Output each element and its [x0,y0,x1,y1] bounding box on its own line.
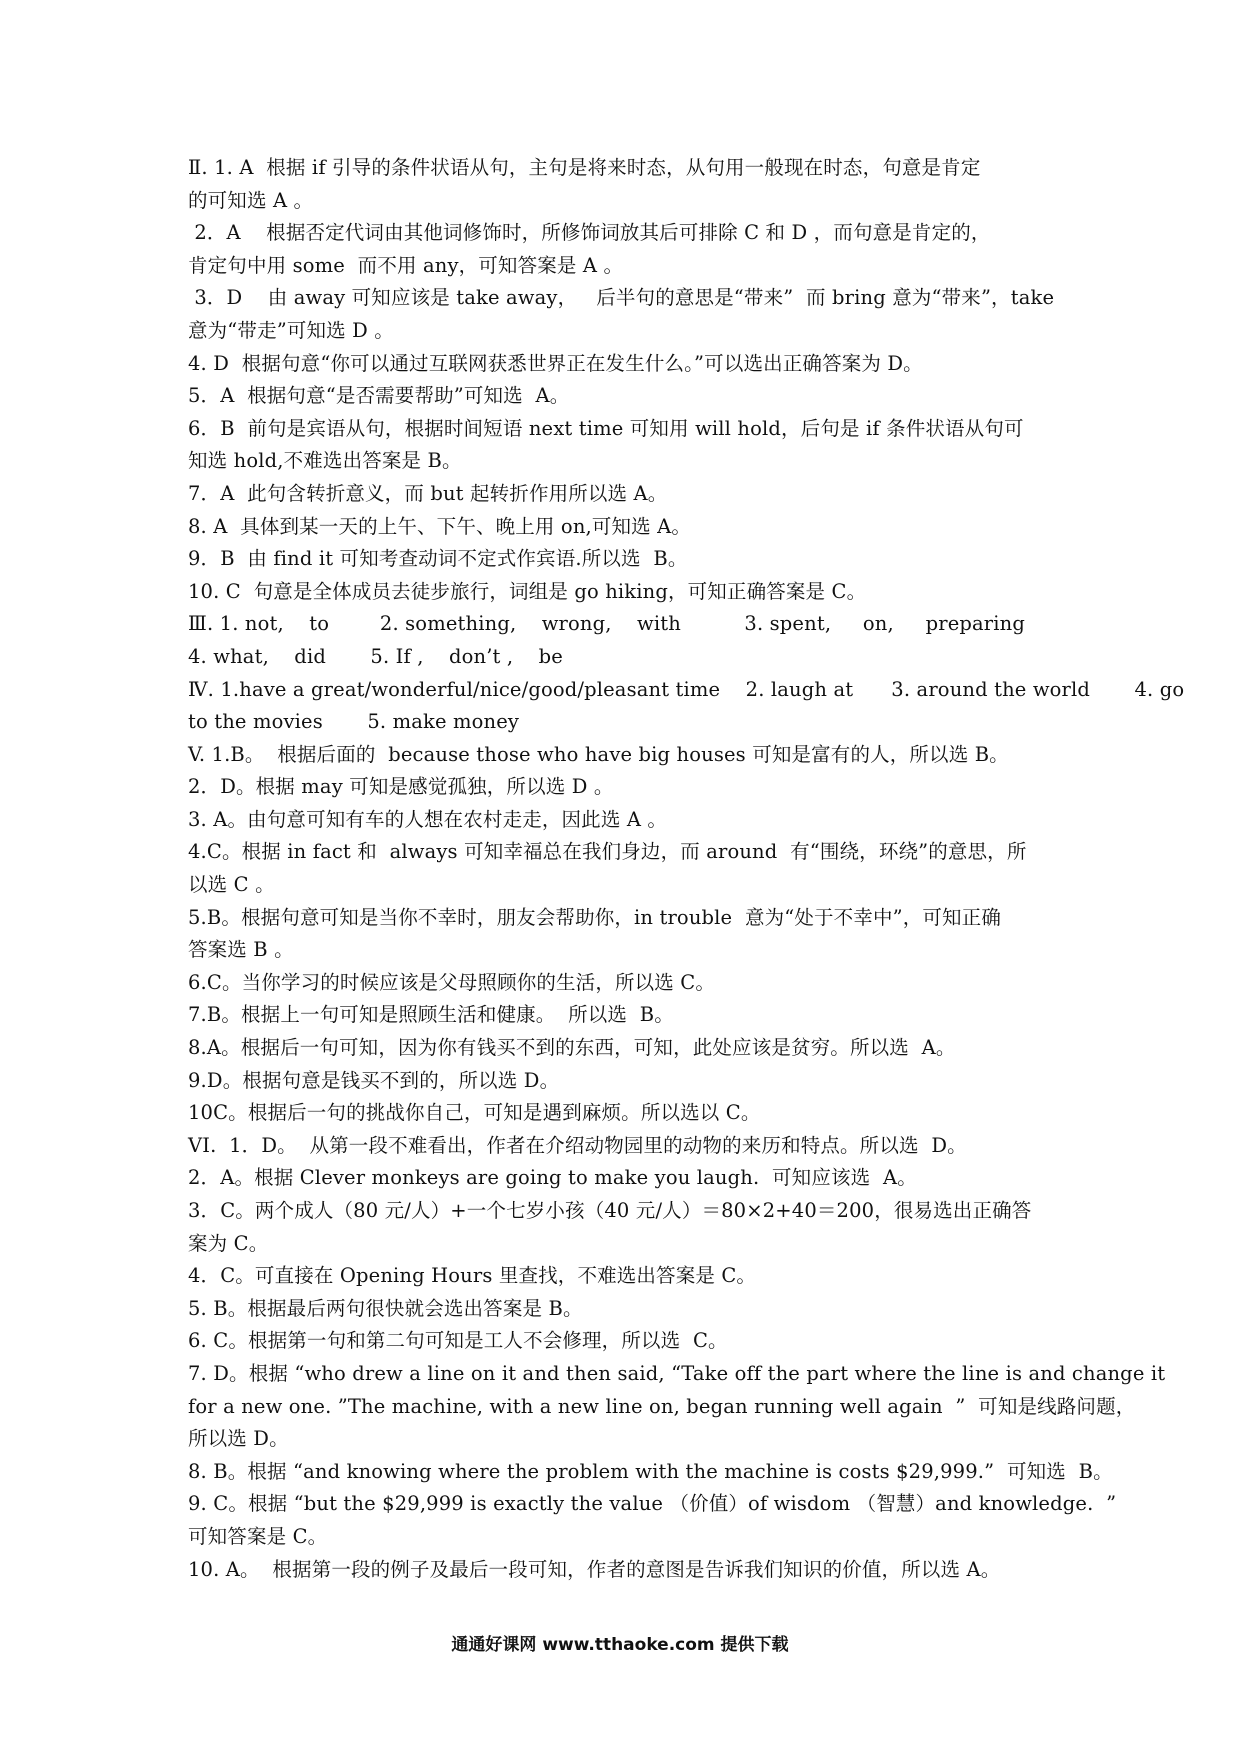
text-line: 4．C。可直接在 Opening Hours 里查找，不难选出答案是 C。 [188,1264,757,1288]
text-line: 2．D。根据 may 可知是感觉孤独，所以选 D 。 [188,775,614,799]
text-line: 2．A 根据否定代词由其他词修饰时，所修饰词放其后可排除 C 和 D ，而句意是肯定的， [188,221,991,245]
text-line: 2．A。根据 Clever monkeys are going to make you laugh. 可知应该选 A。 [188,1166,917,1190]
text-line: 5. B。根据最后两句很快就会选出答案是 B。 [188,1296,583,1320]
text-line: 4.C。根据 in fact 和 always 可知幸福总在我们身边，而 around 有“围绕，环绕”的意思，所 [188,840,1027,864]
text-line: 3．C。两个成人（80 元/人）+一个七岁小孩（40 元/人）＝80×2+40＝200，很易选出正确答 [188,1199,1032,1222]
text-line: 意为“带走”可知选 D 。 [188,318,394,342]
text-line: 肯定句中用 some 而不用 any，可知答案是 A 。 [188,253,624,277]
text-line: 7. D。根据 “who drew a line on it and then said, “Take off the part where the line is and change it [188,1361,1166,1385]
text-line: 9.D。根据句意是钱买不到的，所以选 D。 [188,1068,560,1092]
text-line: 7．A 此句含转折意义，而 but 起转折作用所以选 A。 [188,481,668,505]
text-line: V. 1.B。 根据后面的 because those who have big houses 可知是富有的人，所以选 B。 [188,742,1009,766]
text-line: 9. C。根据 “but the $29,999 is exactly the value （价值）of wisdom （智慧）and knowledge. ” [188,1492,1117,1516]
answer-key-text [188,152,1185,1586]
text-line: 9．B 由 find it 可知考查动词不定式作宾语.所以选 B。 [188,547,688,571]
text-line: 8.A。根据后一句可知，因为你有钱买不到的东西，可知，此处应该是贫穷。所以选 A。 [188,1036,956,1060]
text-line: 7.B。根据上一句可知是照顾生活和健康。 所以选 B。 [188,1003,674,1027]
text-line: 6. C。根据第一句和第二句可知是工人不会修理，所以选 C。 [188,1329,728,1353]
text-line: 的可知选 A 。 [188,188,314,212]
text-line: 5.B。根据句意可知是当你不幸时，朋友会帮助你，in trouble 意为“处于不幸中”，可知正确 [188,905,1001,929]
text-line: 答案选 B 。 [188,938,294,962]
text-line: 3. A。由句意可知有车的人想在农村走走，因此选 A 。 [188,807,668,831]
text-line: 10C。根据后一句的挑战你自己，可知是遇到麻烦。所以选以 C。 [188,1101,761,1125]
text-line: 可知答案是 C。 [188,1524,328,1548]
text-line: 6.C。当你学习的时候应该是父母照顾你的生活，所以选 C。 [188,970,715,994]
text-line: 6．B 前句是宾语从句，根据时间短语 next time 可知用 will hold，后句是 if 条件状语从句可 [188,416,1024,440]
text-line: 10. A。 根据第一段的例子及最后一段可知，作者的意图是告诉我们知识的价值，所以选 A。 [188,1557,1001,1581]
text-line: 8. A 具体到某一天的上午、下午、晚上用 on,可知选 A。 [188,514,692,538]
text-line: 知选 hold,不难选出答案是 B。 [188,449,462,473]
text-line: 4. D 根据句意“你可以通过互联网获悉世界正在发生什么。”可以选出正确答案为 D。 [188,351,923,375]
text-line: Ⅱ. 1. A 根据 if 引导的条件状语从句，主句是将来时态，从句用一般现在时态，句意是肯定 [188,156,981,179]
text-line: for a new one. ”The machine, with a new line on, began running well again ” 可知是线路问题， [188,1394,1136,1418]
page-footer: 通通好课网 www.tthaoke.com 提供下载 [451,1635,789,1655]
text-line: to the movies 5. make money [188,710,520,734]
text-line: 4. what, did 5. If , don’t , be [188,644,563,668]
text-line: 案为 C。 [188,1231,269,1255]
text-line: VI. 1．D。 从第一段不难看出，作者在介绍动物园里的动物的来历和特点。所以选 D。 [188,1133,967,1157]
text-line: 10. C 句意是全体成员去徒步旅行，词组是 go hiking，可知正确答案是 C。 [188,579,867,603]
text-line: 所以选 D。 [188,1427,289,1451]
text-line: 3．D 由 away 可知应该是 take away， 后半句的意思是“带来” 而 bring 意为“带来”，take [188,286,1055,310]
text-line: Ⅲ. 1. not, to 2. something, wrong, with 3. spent, on, preparing [188,612,1025,636]
text-line: Ⅳ. 1.have a great/wonderful/nice/good/pleasant time 2. laugh at 3. around the world 4. go [188,677,1185,701]
text-line: 以选 C 。 [188,873,275,897]
text-line: 8. B。根据 “and knowing where the problem with the machine is costs $29,999.” 可知选 B。 [188,1459,1113,1483]
text-line: 5．A 根据句意“是否需要帮助”可知选 A。 [188,384,570,408]
